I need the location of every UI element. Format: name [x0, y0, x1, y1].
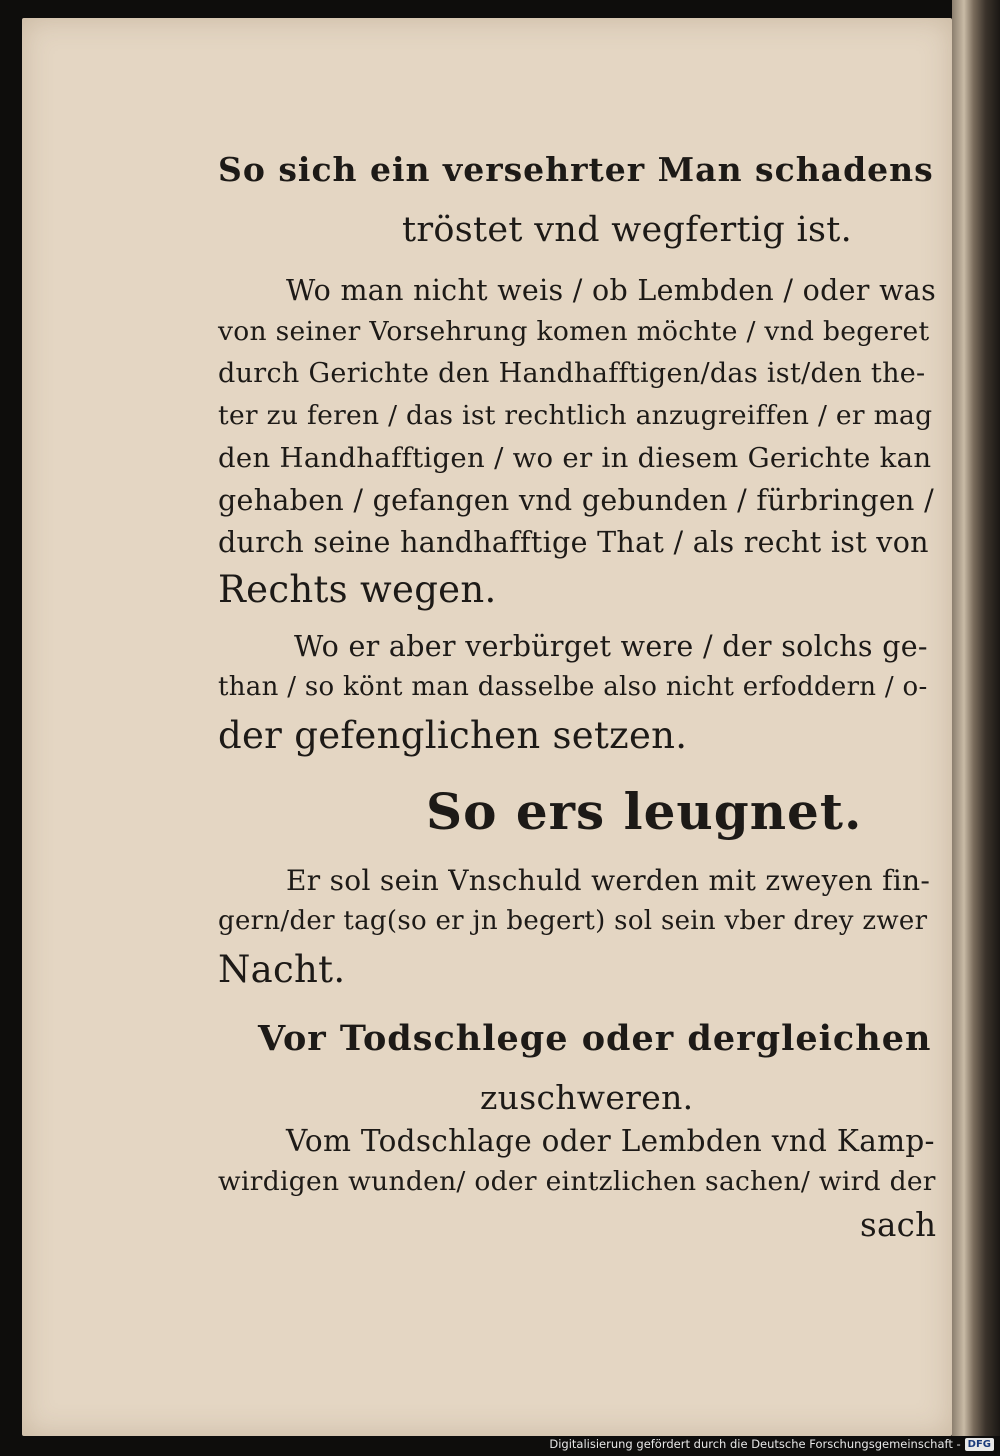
dfg-logo: DFG — [965, 1438, 994, 1451]
para3-line: Nacht. — [218, 948, 346, 991]
para1-line: durch Gerichte den Handhafftigen/das ist/den the- — [218, 358, 926, 389]
para2-line: der gefenglichen setzen. — [218, 714, 688, 757]
section-heading-1: So sich ein versehrter Man schadens — [218, 150, 934, 189]
section-heading-3: Vor Todschlege oder dergleichen — [258, 1018, 932, 1059]
catchword: sach — [860, 1206, 937, 1244]
para1-line: Rechts wegen. — [218, 568, 497, 611]
section-heading-2: So ers leugnet. — [426, 782, 863, 841]
book-edge — [952, 0, 1000, 1436]
para4-line: wirdigen wunden/ oder eintzlichen sachen/ wird der — [218, 1166, 936, 1197]
para2-line: Wo er aber verbürget were / der solchs ge- — [294, 630, 928, 663]
para3-line: Er sol sein Vnschuld werden mit zweyen fin- — [286, 864, 931, 897]
para2-line: than / so könt man dasselbe also nicht erfoddern / o- — [218, 672, 928, 702]
footer-text: Digitalisierung gefördert durch die Deutsche Forschungsgemeinschaft - — [549, 1437, 961, 1451]
para4-line: Vom Todschlage oder Lembden vnd Kamp- — [286, 1124, 935, 1158]
para3-line: gern/der tag(so er jn begert) sol sein vber drey zwer — [218, 906, 928, 936]
para1-line: den Handhafftigen / wo er in diesem Gerichte kan — [218, 442, 932, 474]
section-heading-3-line2: zuschweren. — [480, 1078, 694, 1117]
digitization-footer — [549, 1436, 994, 1452]
book-page — [22, 18, 952, 1436]
para1-line: gehaben / gefangen vnd gebunden / fürbringen / — [218, 484, 934, 517]
para1-line: von seiner Vorsehrung komen möchte / vnd begeret — [218, 316, 930, 347]
section-heading-1-line2: tröstet vnd wegfertig ist. — [402, 210, 853, 250]
para1-line: ter zu feren / das ist rechtlich anzugreiffen / er mag — [218, 400, 933, 431]
para1-line: durch seine handhafftige That / als recht ist von — [218, 526, 929, 559]
para1-line: Wo man nicht weis / ob Lembden / oder was — [286, 274, 937, 307]
